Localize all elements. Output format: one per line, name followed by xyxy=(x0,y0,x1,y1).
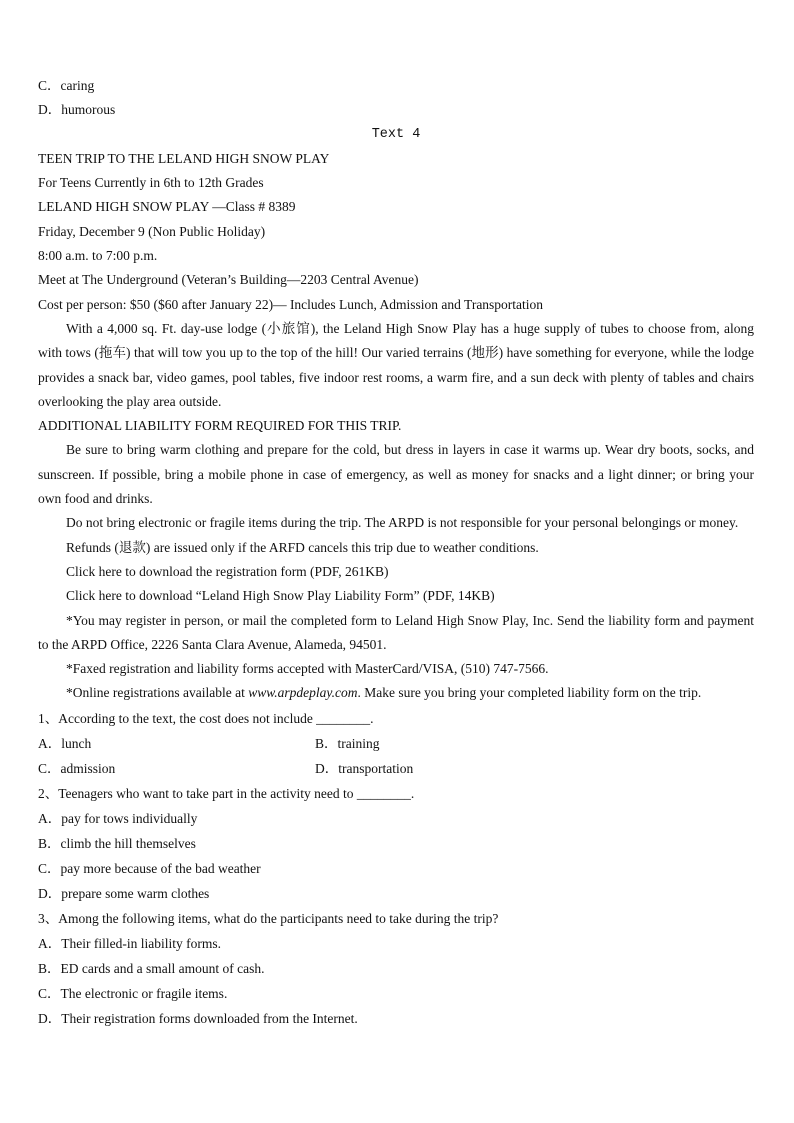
question-2-option-b[interactable]: B．climb the hill themselves xyxy=(38,835,196,851)
ad-meet: Meet at The Underground (Veteran’s Building—2203 Central Avenue) xyxy=(38,272,419,288)
prev-option-d: D．humorous xyxy=(38,102,116,118)
question-3-stem: 3、Among the following items, what do the participants need to take during the trip? xyxy=(38,910,499,926)
question-3-option-a[interactable]: A．Their filled-in liability forms. xyxy=(38,935,221,951)
question-2-stem: 2、Teenagers who want to take part in the activity need to ________. xyxy=(38,785,415,801)
question-3-option-b[interactable]: B．ED cards and a small amount of cash. xyxy=(38,960,265,976)
liability-notice: ADDITIONAL LIABILITY FORM REQUIRED FOR THIS TRIP. xyxy=(38,418,402,434)
paragraph-refunds: Refunds (退款) are issued only if the ARFD cancels this trip due to weather conditions. xyxy=(66,539,539,555)
paragraph-clothing: Be sure to bring warm clothing and prepare for the cold, but dress in layers in case it warms up. Wear dry boots, socks, and sunscreen. If possible, bring a mobile phone in case of emergency, as well as money for snacks and a light dinner; or bring your own food and drinks. xyxy=(38,442,754,507)
paragraph-online: *Online registrations available at www.arpdeplay.com. Make sure you bring your completed liability form on the trip. xyxy=(66,685,702,701)
ad-cost: Cost per person: $50 ($60 after January 22)— Includes Lunch, Admission and Transportation xyxy=(38,296,544,312)
question-1-option-c[interactable]: C．admission xyxy=(38,760,116,776)
question-1-option-b[interactable]: B．training xyxy=(315,735,380,751)
question-1-options-row-2 xyxy=(38,756,754,781)
question-2-option-d[interactable]: D．prepare some warm clothes xyxy=(38,885,210,901)
text-title: Text 4 xyxy=(371,126,421,142)
registration-form-link[interactable]: Click here to download the registration form (PDF, 261KB) xyxy=(66,563,389,579)
ad-heading: TEEN TRIP TO THE LELAND HIGH SNOW PLAY xyxy=(38,150,330,166)
paragraph-lodge: With a 4,000 sq. Ft. day-use lodge (小旅馆), the Leland High Snow Play has a huge supply of tubes to choose from, along with tows (拖车) that will tow you up to the top of the hill! Our varied terrains (地形) have something for everyone, while the lodge provides a snack bar, video games, pool tables, five indoor rest rooms, a warm fire, and a sun deck with plenty of tables and chairs overlooking the play area outside. xyxy=(38,320,754,409)
question-1-option-a[interactable]: A．lunch xyxy=(38,735,92,751)
question-2-option-c[interactable]: C．pay more because of the bad weather xyxy=(38,860,261,876)
liability-form-link[interactable]: Click here to download “Leland High Snow Play Liability Form” (PDF, 14KB) xyxy=(66,588,495,604)
question-3-option-c[interactable]: C．The electronic or fragile items. xyxy=(38,985,228,1001)
paragraph-register: *You may register in person, or mail the completed form to Leland High Snow Play, Inc. Send the liability form and payment to the ARPD Office, 2226 Santa Clara Avenue, Alameda, 94501. xyxy=(38,612,754,652)
question-1-stem: 1、According to the text, the cost does not include ________. xyxy=(38,710,374,726)
question-1-options-row-1 xyxy=(38,731,754,756)
ad-class-line: LELAND HIGH SNOW PLAY —Class # 8389 xyxy=(38,199,296,215)
ad-date: Friday, December 9 (Non Public Holiday) xyxy=(38,223,266,239)
question-2-option-a[interactable]: A．pay for tows individually xyxy=(38,810,198,826)
paragraph-fax: *Faxed registration and liability forms accepted with MasterCard/VISA, (510) 747-7566. xyxy=(66,661,549,677)
document-page xyxy=(38,74,754,1031)
question-3-option-d[interactable]: D．Their registration forms downloaded from the Internet. xyxy=(38,1010,358,1026)
paragraph-electronics: Do not bring electronic or fragile items during the trip. The ARPD is not responsible for your personal belongings or money. xyxy=(66,515,739,531)
ad-audience: For Teens Currently in 6th to 12th Grades xyxy=(38,175,264,191)
question-1-option-d[interactable]: D．transportation xyxy=(315,760,414,776)
ad-time: 8:00 a.m. to 7:00 p.m. xyxy=(38,248,158,264)
online-url: www.arpdeplay.com xyxy=(248,685,358,701)
prev-option-c: C．caring xyxy=(38,78,95,93)
